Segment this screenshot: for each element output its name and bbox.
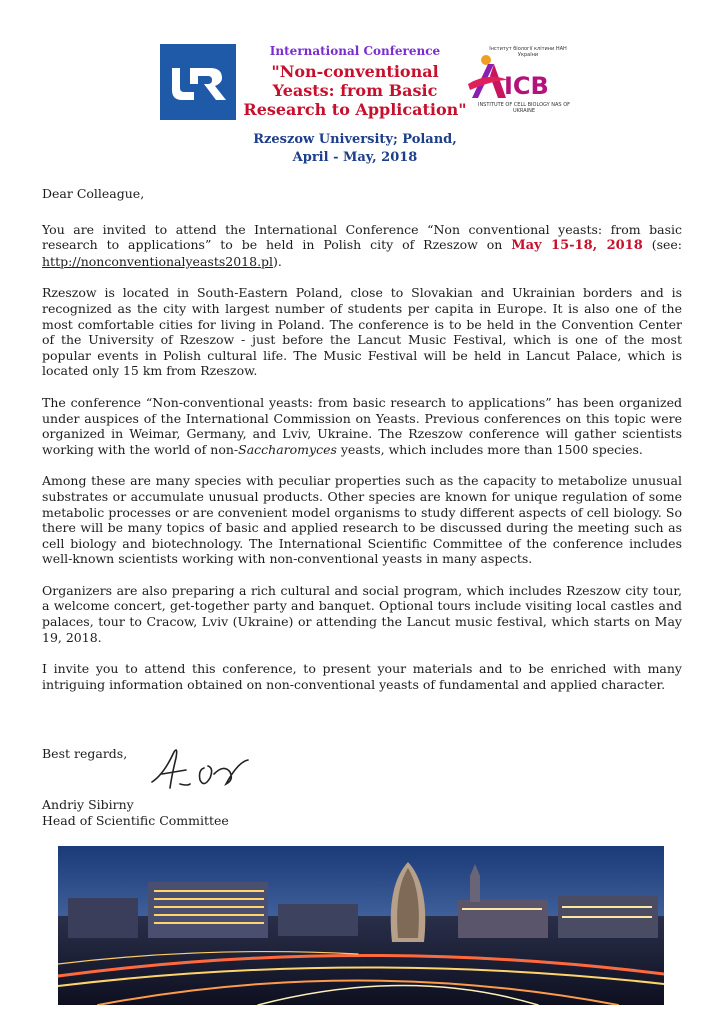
conference-dates: April - May, 2018 [292, 150, 418, 165]
icb-caption: INSTITUTE OF CELL BIOLOGY NAS OF UKRAINE [477, 102, 571, 114]
signatory [42, 797, 229, 829]
paragraph-invite: I invite you to attend this conference, to present your materials and to be enriched with many intriguing information obtained on non-conventional yeasts of fundamental and applied character. [42, 661, 682, 692]
conference-title: "Non-conventional Yeasts: from Basic Research to Application" [243, 62, 467, 119]
paragraph-species: Among these are many species with peculiar properties such as the capacity to metabolize unusual substrates or accumulate unusual products. Other species are known for unique regulation of some metabolic processes or are convenient model organisms to study different aspects of cell biology. So there will be many topics of basic and applied research to be discussed during the meeting such as cell biology and biotechnology. The International Scientific Committee of the conference includes well-known scientists working with non-conventional yeasts in many aspects. [42, 473, 682, 567]
signatory-role: Head of Scientific Committee [42, 813, 229, 828]
conference-label: International Conference [269, 44, 441, 58]
conference-text: The conference “Non-conventional yeasts: from basic research to applications” has been organized under auspices of the International Commission on Yeasts. Previous conferences on this topic were organized in Weimar, Germany, and Lviv, Ukraine. The Rzeszow conference will gather scientists working with the world of non- [42, 394, 682, 457]
invitation-see: (see: [642, 237, 682, 253]
paragraph-conference [42, 395, 682, 457]
letter-body [42, 186, 682, 708]
conference-text-end: yeasts, which includes more than 1500 species. [336, 441, 643, 457]
icb-logo-icon [464, 50, 574, 106]
conference-date-highlight: May 15-18, 2018 [511, 238, 643, 254]
paragraph-program: Organizers are also preparing a rich cultural and social program, which includes Rzeszow city tour, a welcome concert, get-together party and banquet. Optional tours include visiting local castles and palaces, tour to Cracow, Lviv (Ukraine) or attending the Lancut music festival, which starts on May 19, 2018. [42, 582, 682, 645]
icb-letters: ICB [504, 72, 549, 100]
invitation-text: You are invited to attend the International Conference “Non conventional yeasts: from basic research to applications” to be held in Polish city of Rzeszow on [42, 221, 682, 253]
university-logo [160, 44, 236, 120]
paragraph-rzeszow: Rzeszow is located in South-Eastern Poland, close to Slovakian and Ukrainian borders and is recognized as the city with largest number of students per capita in Europe. It is also one of the most comfortable cities for living in Poland. The conference is to be held in the Convention Center of the University of Rzeszow - just before the Lancut Music Festival, which is one of the most popular events in Polish cultural life. The Music Festival will be held in Lancut Palace, which is located only 15 km from Rzeszow. [42, 285, 682, 379]
signatory-name: Andriy Sibirny [42, 797, 134, 812]
conference-venue: Rzeszow University; Poland, [253, 132, 457, 147]
icb-top-text: Інститут біології клітини НАН України [489, 46, 567, 58]
saccharomyces-term: Saccharomyces [238, 441, 337, 457]
conference-header [240, 44, 470, 167]
icb-logo [464, 46, 574, 120]
paragraph-invitation [42, 222, 682, 270]
rzeszow-night-panorama-icon [58, 846, 664, 1005]
handwritten-signature [144, 744, 254, 800]
closing: Best regards, [42, 746, 128, 761]
conference-website-link[interactable]: http://nonconventionalyeasts2018.pl [42, 253, 274, 269]
invitation-end: ). [273, 253, 282, 269]
greeting: Dear Colleague, [42, 186, 145, 201]
ur-logo-icon [160, 44, 236, 120]
